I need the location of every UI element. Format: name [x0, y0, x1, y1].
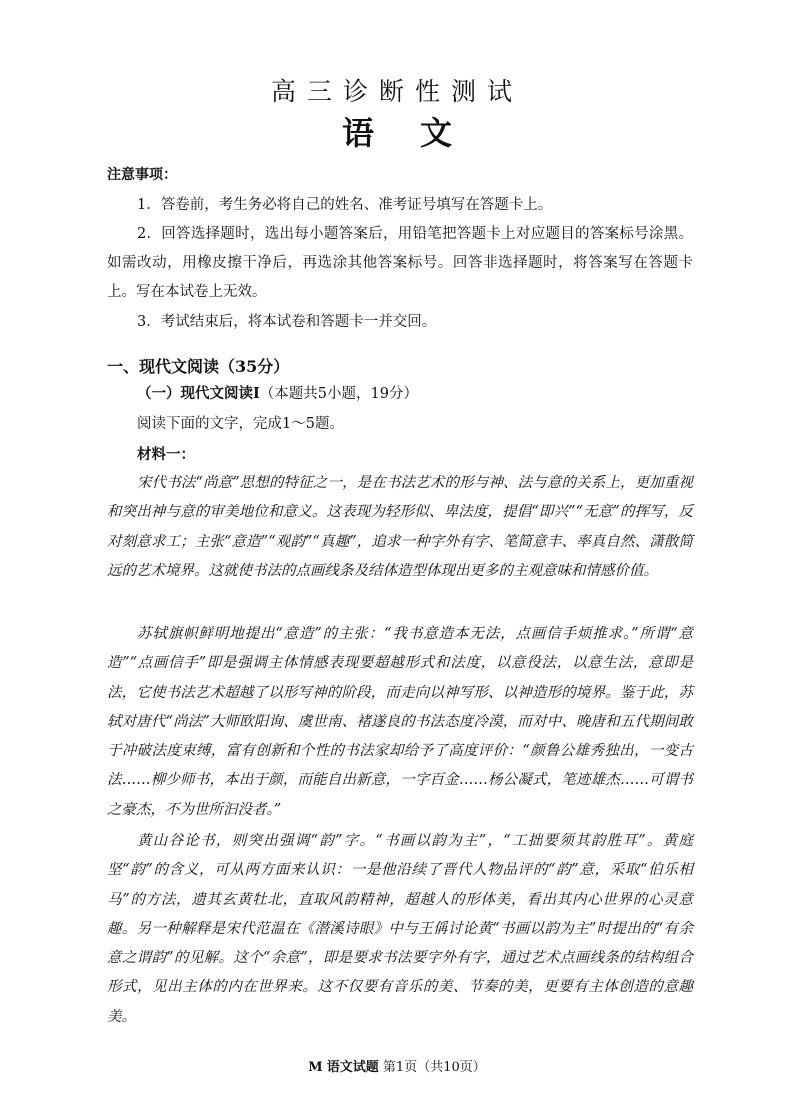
section-heading: 一、现代文阅读（35分）	[107, 357, 290, 376]
subject-title: 语文	[341, 114, 498, 152]
notice-item-2: 2．回答选择题时，选出每小题答案后，用铅笔把答题卡上对应题目的答案标号涂黑。如需改动，用橡皮擦干净后，再选涂其他答案标号。回答非选择题时，将答案写在答题卡上。写在本试卷上无效。	[107, 226, 693, 300]
notice-item-1: 1．答卷前，考生务必将自己的姓名、准考证号填写在答题卡上。	[137, 197, 553, 213]
material-paragraph-2: 苏轼旗帜鲜明地提出“意造”的主张：“我书意造本无法，点画信手烦推求。”所谓“意造”“点画信手”即是强调主体情感表现要超越形式和法度，以意役法，以意生法，意即是法，它使书法艺术超越了以形写神的阶段，而走向以神写形、以神造形的境界。鉴于此，苏轼对唐代“尚法”大师欧阳询、虞世南、褚遂良的书法态度冷漠，而对中、晚唐和五代期间敢于冲破法度束缚，富有创新和个性的书法家却给予了高度评价：“颜鲁公雄秀独出，一变古法……柳少师书，本出于颜，而能自出新意，一字百金……杨公凝式，笔迹雄杰……可谓书之豪杰，不为世所汩没者。”	[107, 626, 693, 818]
notice-item-3: 3．考试结束后，将本试卷和答题卡一并交回。	[137, 314, 437, 330]
subsection-note: （本题共5小题，19分）	[259, 386, 418, 402]
notice-heading: 注意事项：	[107, 167, 177, 183]
footer-code: M	[308, 1060, 323, 1075]
material-paragraph-1: 宋代书法“尚意”思想的特征之一，是在书法艺术的形与神、法与意的关系上，更加重视和突出神与意的审美地位和意义。这表现为轻形似、卑法度，提倡“即兴”“无意”的挥写，反对刻意求工；主张“意造”“观韵”“真趣”，追求一种字外有字、笔简意丰、率真自然、潇散简远的艺术境界。这就使书法的点画线条及结体造型体现出更多的主观意味和情感价值。	[107, 475, 693, 579]
footer-page: 第1页（共10页）	[382, 1060, 486, 1075]
reading-instruction: 阅读下面的文字，完成1～5题。	[137, 416, 344, 432]
material-label: 材料一：	[137, 446, 195, 463]
exam-title: 高三诊断性测试	[270, 77, 523, 106]
subsection-heading	[137, 382, 418, 403]
material-paragraph-3: 黄山谷论书，则突出强调“韵”字。“书画以韵为主”，“工拙要须其韵胜耳”。黄庭坚“韵”的含义，可从两方面来认识：一是他沿续了晋代人物品评的“韵”意，采取“伯乐相马”的方法，遗其玄黄牡北，直取风韵精神，超越人的形体美，看出其内心世界的心灵意趣。另一种解释是宋代范温在《潜溪诗眼》中与王偁讨论黄“书画以韵为主”时提出的“有余意之谓韵”的见解。这个“余意”，即是要求书法要字外有字，通过艺术点画线条的结构组合形式，见出主体的内在世界来。这不仅要有音乐的美、节奏的美，更要有主体创造的意趣美。	[107, 833, 693, 1025]
subsection-label: （一）现代文阅读Ⅰ	[137, 385, 260, 402]
footer-subject: 语文试题	[326, 1060, 379, 1075]
page-footer	[0, 1056, 794, 1075]
